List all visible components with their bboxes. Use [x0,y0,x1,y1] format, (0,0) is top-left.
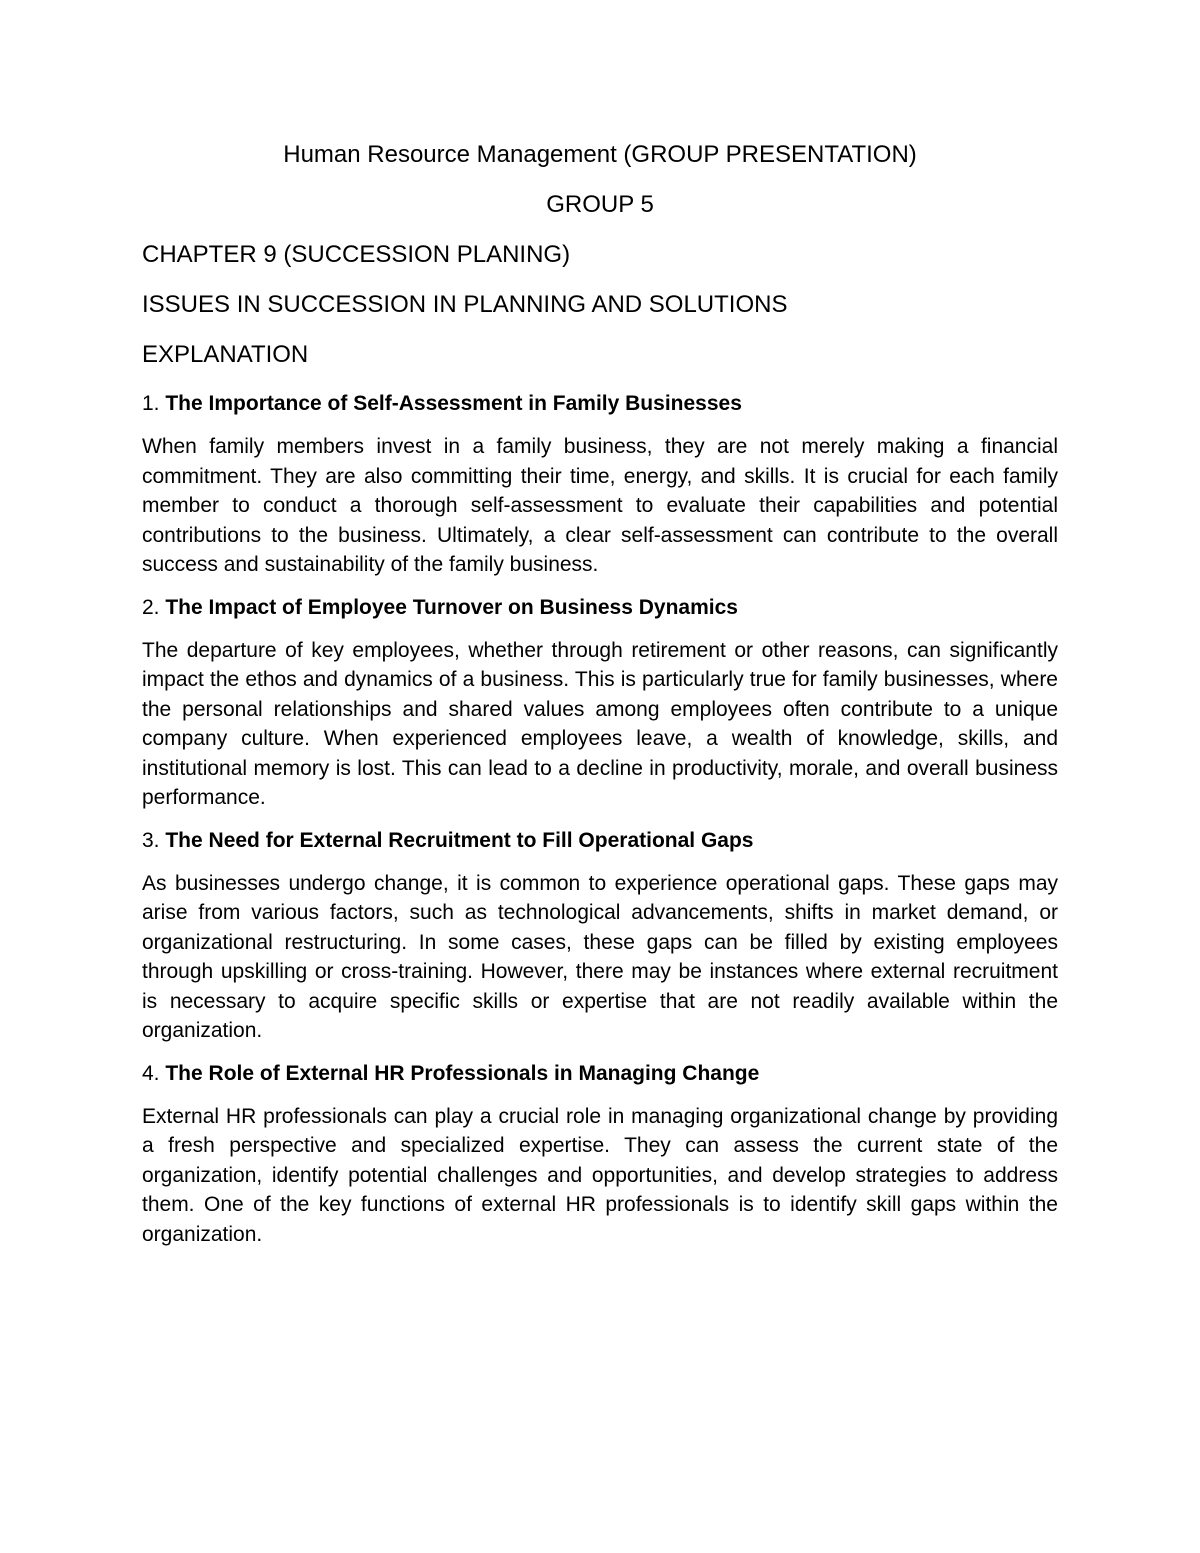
section-2 [142,594,1058,813]
section-heading: The Importance of Self-Assessment in Family Businesses [165,392,742,415]
section-number: 4. [142,1061,160,1085]
section-4 [142,1060,1058,1250]
group-label: GROUP 5 [546,191,654,218]
section-title [142,1060,1058,1088]
section-title [142,390,1058,418]
section-1 [142,390,1058,580]
section-heading: The Impact of Employee Turnover on Business Dynamics [165,595,738,619]
section-title [142,594,1058,622]
section-body: When family members invest in a family business, they are not merely making a financial commitment. They are also committing their time, energy, and skills. It is crucial for each family member to conduct a thorough self-assessment to evaluate their capabilities and potential contributions to the business. Ultimately, a clear self-assessment can contribute to the overall success and sustainability of the family business. [142,435,1058,576]
explanation-heading: EXPLANATION [142,341,309,368]
section-3 [142,827,1058,1046]
document-title: Human Resource Management (GROUP PRESENTATION) [283,141,917,168]
section-body: The departure of key employees, whether through retirement or other reasons, can significantly impact the ethos and dynamics of a business. This is particularly true for family businesses, where the personal relationships and shared values among employees often contribute to a unique company culture. When experienced employees leave, a wealth of knowledge, skills, and institutional memory is lost. This can lead to a decline in productivity, morale, and overall business performance. [142,638,1058,809]
chapter-heading: CHAPTER 9 (SUCCESSION PLANING) [142,241,571,268]
section-number: 2. [142,595,160,619]
section-body: External HR professionals can play a crucial role in managing organizational change by providing a fresh perspective and specialized expertise. They can assess the current state of the organization, identify potential challenges and opportunities, and develop strategies to address them. One of the key functions of external HR professionals is to identify skill gaps within the organization. [142,1104,1058,1246]
section-number: 1. [142,392,160,415]
topic-heading: ISSUES IN SUCCESSION IN PLANNING AND SOLUTIONS [142,291,788,318]
section-number: 3. [142,828,160,852]
section-body: As businesses undergo change, it is common to experience operational gaps. These gaps may arise from various factors, such as technological advancements, shifts in market demand, or organizational restructuring. In some cases, these gaps can be filled by existing employees through upskilling or cross-training. However, there may be instances where external recruitment is necessary to acquire specific skills or expertise that are not readily available within the organization. [142,871,1058,1042]
section-heading: The Need for External Recruitment to Fill Operational Gaps [165,828,754,852]
section-heading: The Role of External HR Professionals in Managing Change [165,1061,760,1085]
section-title [142,827,1058,855]
document-page [142,140,1058,1263]
